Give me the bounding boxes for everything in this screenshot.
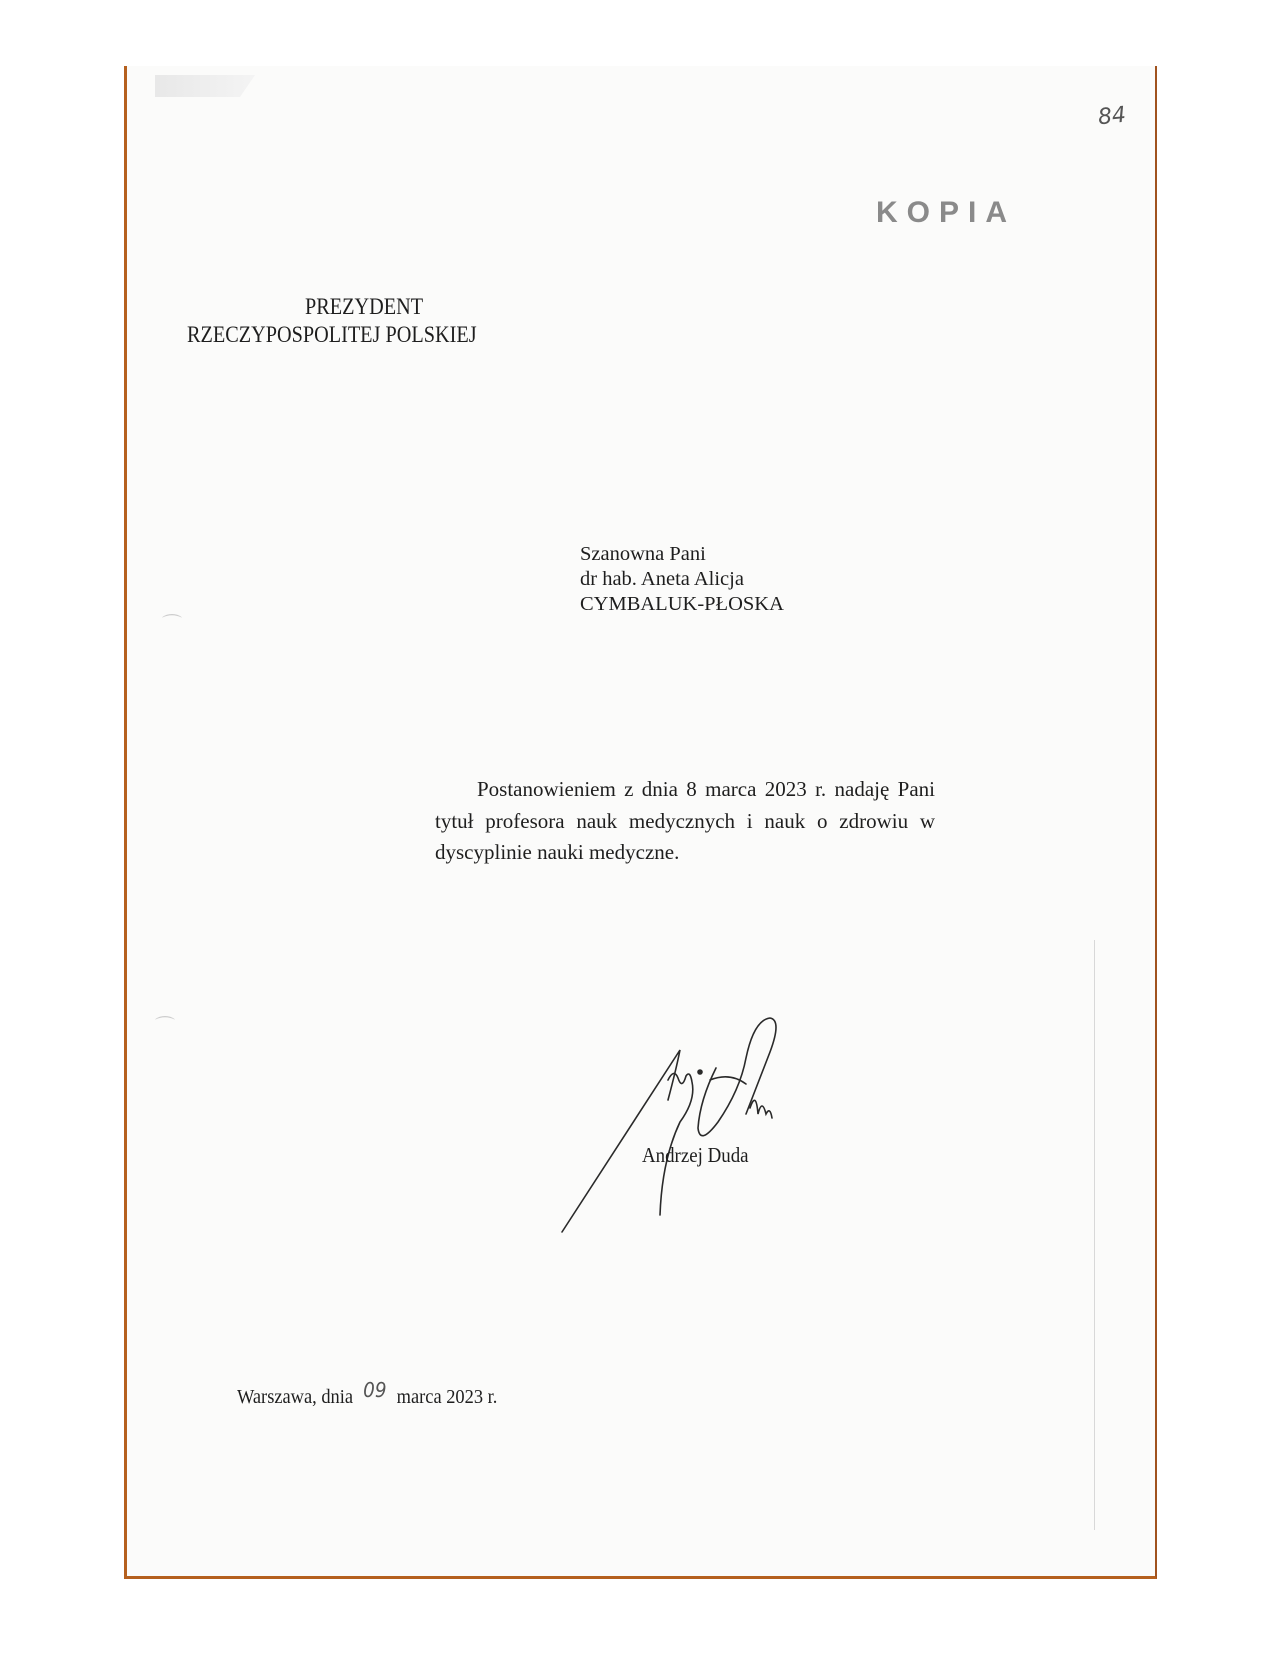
letter-body [435, 774, 935, 869]
signer-name: Andrzej Duda [642, 1143, 749, 1167]
addressee-name: dr hab. Aneta Alicja [580, 568, 744, 590]
date-suffix: marca 2023 r. [396, 1386, 498, 1408]
copy-stamp: KOPIA [876, 196, 1017, 229]
body-paragraph: Postanowieniem z dnia 8 marca 2023 r. nadaję Pani tytuł profesora nauk medycznych i nauk o zdrowiu w dyscyplinie nauki medyczne. [435, 777, 935, 864]
scan-shadow [155, 75, 255, 97]
addressee-salutation: Szanowna Pani [580, 543, 706, 565]
addressee-surname: CYMBALUK-PŁOSKA [580, 593, 784, 615]
handwritten-day: 09 [363, 1378, 387, 1402]
handwritten-signature [550, 1010, 830, 1240]
header-title: PREZYDENT [305, 294, 424, 319]
header-subtitle: RZECZYPOSPOLITEJ POLSKIEJ [187, 322, 477, 347]
date-prefix: Warszawa, dnia [237, 1386, 354, 1408]
handwritten-page-number: 84 [1096, 102, 1128, 131]
punch-hole-mark: ⌒ [155, 1016, 175, 1038]
page-edge-line [1094, 940, 1095, 1530]
date-line [237, 1378, 498, 1409]
punch-hole-mark: ⌒ [162, 614, 182, 636]
